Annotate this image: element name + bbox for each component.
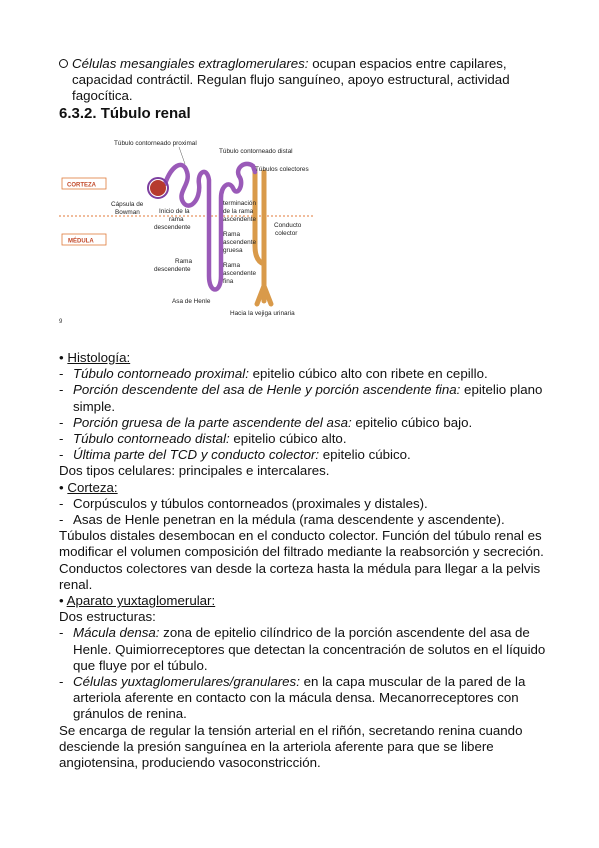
item-term: Porción gruesa de la parte ascendente del asa: <box>73 414 352 430</box>
list-item: - Túbulo contorneado distal: epitelio cúbico alto. <box>59 431 347 447</box>
label-tcd: Túbulo contorneado distal <box>219 148 293 155</box>
item-text: epitelio plano simple. <box>73 382 543 414</box>
list-item: - Corpúsculos y túbulos contorneados (proximales y distales). <box>59 495 428 511</box>
item-text: Asas de Henle penetran en la médula (rama descendente y ascendente). <box>73 512 505 528</box>
aparato-heading-row: • Aparato yuxtaglomerular: <box>59 593 216 609</box>
label-term-2: de la rama <box>223 208 254 215</box>
hollow-bullet-icon <box>59 59 68 68</box>
corteza-label: CORTEZA <box>67 182 96 189</box>
figure-footnote: 9 <box>59 319 63 325</box>
label-capsula-2: Bowman <box>115 209 140 216</box>
label-inicio-2: rama <box>169 216 184 223</box>
mesangial-text: ocupan espacios entre capilares, capacidad contráctil. Regulan flujo sanguíneo, apoyo estructural, actividad fagocítica. <box>72 56 510 104</box>
label-asa: Asa de Henle <box>172 298 211 305</box>
label-rama-a-3: gruesa <box>223 247 243 254</box>
label-rama-f-1: Rama <box>223 262 241 269</box>
item-term: Porción descendente del asa de Henle y porción ascendente fina: <box>73 382 461 398</box>
item-term: Mácula densa: <box>73 625 160 641</box>
item-term: Última parte del TCD y conducto colector: <box>73 447 320 463</box>
item-text: epitelio cúbico bajo. <box>351 414 473 430</box>
item-term: Túbulo contorneado distal: <box>73 431 230 447</box>
label-rama-f-3: fina <box>223 278 234 285</box>
list-item: - Última parte del TCD y conducto colector: epitelio cúbico. <box>59 447 411 463</box>
nephron-diagram <box>59 136 313 318</box>
list-item: - Porción descendente del asa de Henle y porción ascendente fina: epitelio plano simple. <box>59 382 543 414</box>
item-text: epitelio cúbico alto con ribete en cepillo. <box>248 366 488 382</box>
corteza-paragraph: Túbulos distales desembocan en el conducto colector. Función del túbulo renal es modificar el volumen composición del filtrado mediante la reabsorción y secreción. Conductos colectores van desde la corteza hasta la médula para llegar a la pelvis renal. <box>59 528 544 592</box>
histologia-section <box>59 350 547 771</box>
label-conducto-1: Conducto <box>274 222 302 229</box>
label-term-1: terminación <box>223 200 257 207</box>
label-term-3: ascendente <box>223 216 257 223</box>
label-rama-f-2: ascendente <box>223 270 257 277</box>
label-conducto-2: colector <box>275 230 298 237</box>
list-item: - Mácula densa: zona de epitelio cilíndrico de la porción ascendente del asa de Henle. Quimiorreceptores que detectan la concentración de solutos en el líquido que fluye por el túbulo. <box>59 625 546 673</box>
label-inicio-1: Inicio de la <box>159 208 190 215</box>
mesangial-term: Células mesangiales extraglomerulares: <box>72 56 309 71</box>
item-term: Células yuxtaglomerulares/granulares: <box>73 674 300 690</box>
label-rama-a-2: ascendente <box>223 239 257 246</box>
item-term: Túbulo contorneado proximal: <box>73 366 249 382</box>
section-title: 6.3.2. Túbulo renal <box>59 105 191 122</box>
list-item: - Células yuxtaglomerulares/granulares: en la capa muscular de la pared de la arteriola aferente en contacto con la mácula densa. Mecanorreceptores con gránulos de renina. <box>59 674 526 722</box>
histologia-after: Dos tipos celulares: principales e intercalares. <box>59 463 330 479</box>
histologia-heading: Histología: <box>67 350 131 365</box>
label-rama-a-1: Rama <box>223 231 241 238</box>
mesangial-paragraph <box>72 56 548 105</box>
list-item: - Asas de Henle penetran en la médula (rama descendente y ascendente). <box>59 512 505 528</box>
label-colectores: Túbulos colectores <box>255 166 309 173</box>
item-text: en la capa muscular de la pared de la arteriola aferente en contacto con la mácula densa. Mecanorreceptores con gránulos de renina. <box>73 674 526 722</box>
medula-label: MÉDULA <box>68 238 94 245</box>
item-text: epitelio cúbico. <box>319 447 411 463</box>
label-inicio-3: descendente <box>154 224 191 231</box>
label-capsula-1: Cápsula de <box>111 201 144 208</box>
aparato-paragraph: Se encarga de regular la tensión arterial en el riñón, secretando renina cuando desciende la presión sanguínea en la arteriola aferente para que se libere angiotensina, produciendo vasoconstricción. <box>59 722 523 771</box>
aparato-intro: Dos estructuras: <box>59 609 156 625</box>
label-rama-d-2: descendente <box>154 266 191 273</box>
list-item: - Túbulo contorneado proximal: epitelio cúbico alto con ribete en cepillo. <box>59 366 488 382</box>
corteza-heading-row: • Corteza: <box>59 479 118 495</box>
label-tcp: Túbulo contorneado proximal <box>114 140 197 147</box>
corteza-heading: Corteza: <box>67 479 118 495</box>
item-text: Corpúsculos y túbulos contorneados (proximales y distales). <box>73 495 428 511</box>
item-text: epitelio cúbico alto. <box>229 431 347 447</box>
list-item: - Porción gruesa de la parte ascendente del asa: epitelio cúbico bajo. <box>59 414 473 430</box>
histologia-heading-row: • Histología: <box>59 350 131 365</box>
aparato-heading: Aparato yuxtaglomerular: <box>66 593 216 609</box>
glomerulus <box>150 180 166 196</box>
label-vejiga: Hacia la vejiga urinaria <box>230 310 295 317</box>
label-rama-d-1: Rama <box>175 258 193 265</box>
item-text: zona de epitelio cilíndrico de la porción ascendente del asa de Henle. Quimiorreceptores que detectan la concentración de solutos en el líquido que fluye por el túbulo. <box>73 625 546 673</box>
